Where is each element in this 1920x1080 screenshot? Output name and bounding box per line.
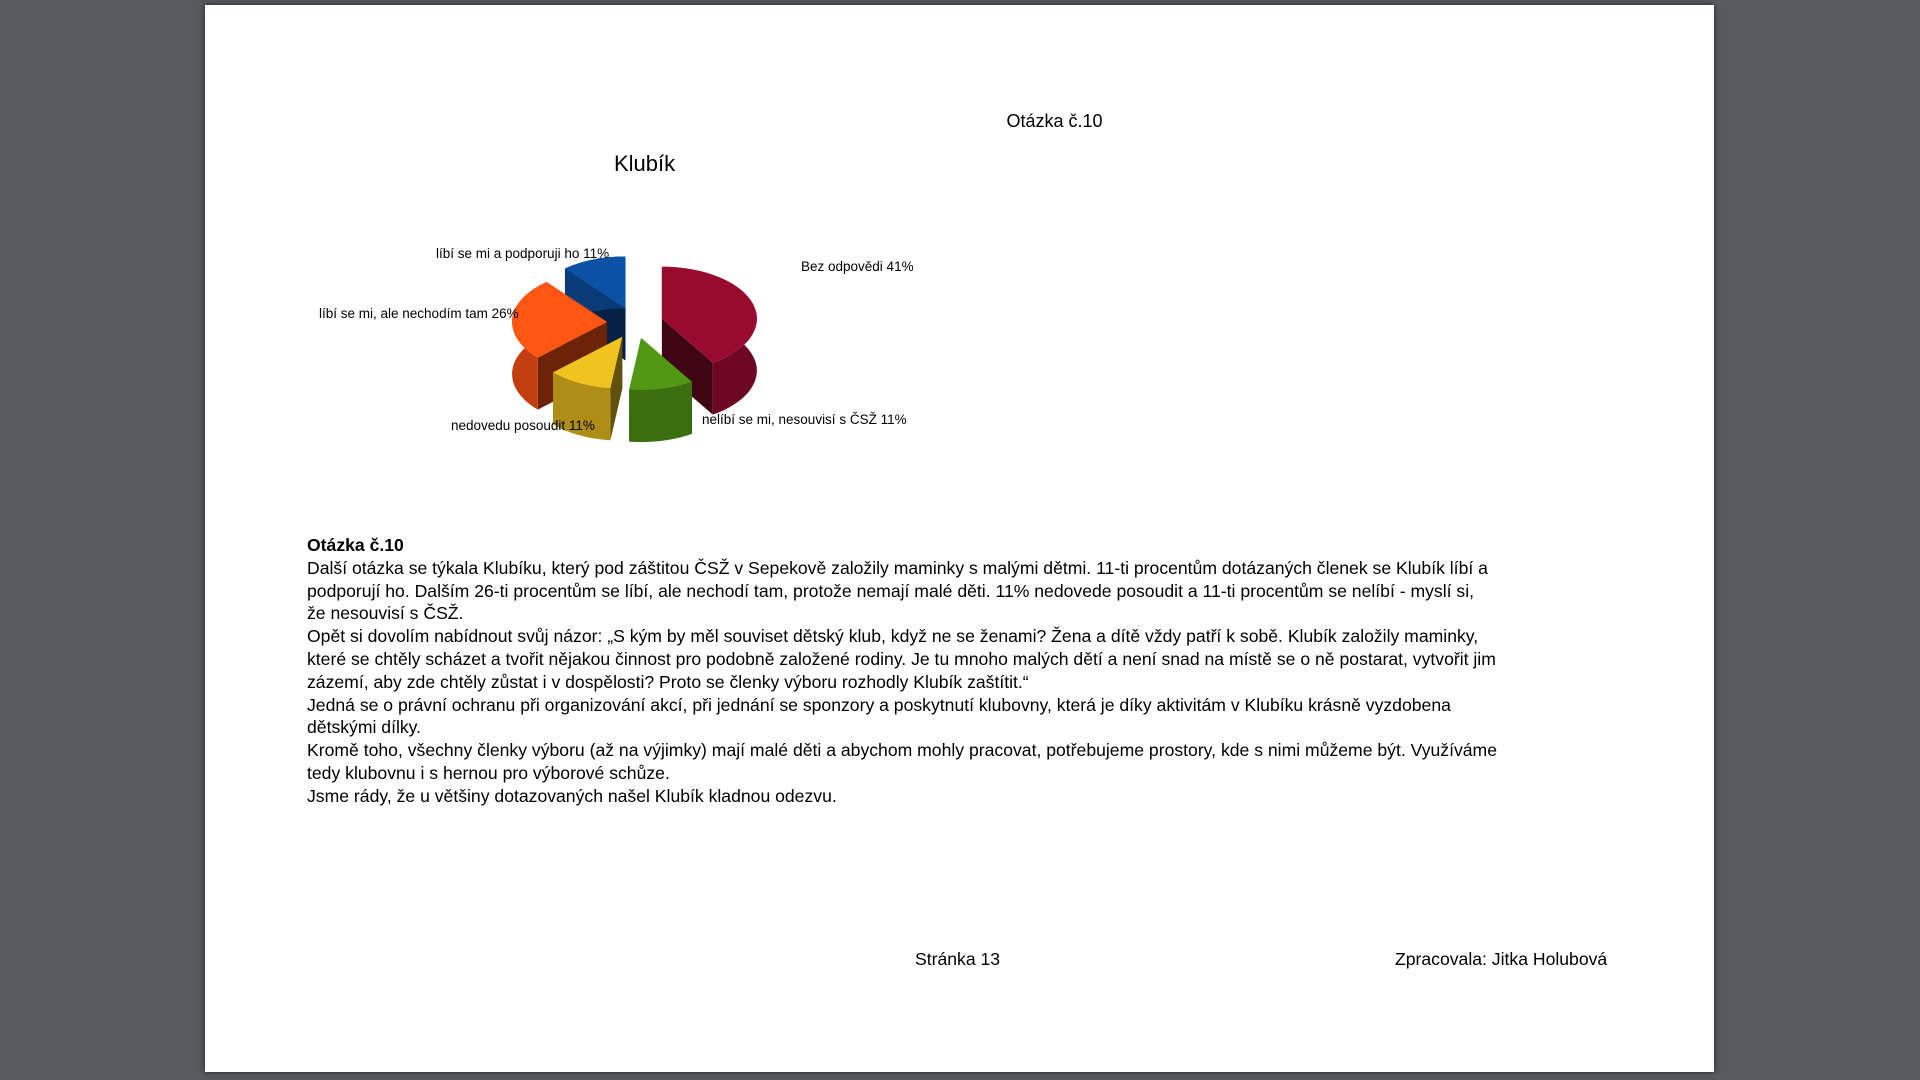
pie-slice-side [629,382,692,442]
body-text [307,534,1497,808]
paragraph: Opět si dovolím nabídnout svůj názor: „S kým by měl souviset dětský klub, když ne se ženami? Žena a dítě vždy patří k sobě. Klubík založily maminky, které se chtěly scházet a tvořit nějakou činnost pro podobně založené rodiny. Je tu mnoho malých dětí a není snad na místě se o ně postarat, vytvořit jim zázemí, aby zde chtěly zůstat i v dospělosti? Proto se členky výboru rozhodly Klubík zaštítit.“ [307,626,1496,692]
document-page [205,5,1714,1072]
slice-label-bez-odpovedi: Bez odpovědi 41% [801,259,914,274]
page-heading: Otázka č.10 [1006,111,1103,131]
chart-title: Klubík [614,151,676,176]
slice-label-nedovedu: nedovedu posoudit 11% [451,418,595,433]
paragraph: Jedná se o právní ochranu při organizování akcí, při jednání se sponzory a poskytnutí klubovny, která je díky aktivitám v Klubíku krásně vyzdobena dětskými dílky. [307,694,1451,738]
paragraph: Kromě toho, všechny členky výboru (až na výjimky) mají malé děti a abychom mohly pracovat, potřebujeme prostory, kde s nimi můžeme být. Využíváme tedy klubovnu i s hernou pro výborové schůze. [307,740,1497,783]
slice-label-libi-podporuji: líbí se mi a podporuji ho 11% [436,246,610,261]
footer-author: Zpracovala: Jitka Holubová [1395,949,1608,969]
text-heading: Otázka č.10 [307,535,404,555]
slice-label-libi-nechodim: líbí se mi, ale nechodím tam 26% [319,306,519,321]
pie-chart [205,5,905,465]
paragraph: Další otázka se týkala Klubíku, který pod záštitou ČSŽ v Sepekově založily maminky s malými dětmi. 11-ti procentům dotázaných členek se Klubík líbí a podporují ho. Dalším 26-ti procentům se líbí, ale nechodí tam, protože nemají malé děti. 11% nedovede posoudit a 11-ti procentům se nelíbí - myslí si, že nesouvisí s ČSŽ. [307,557,1488,624]
paragraph: Jsme rády, že u většiny dotazovaných našel Klubík kladnou odezvu. [307,785,837,806]
footer-page-number: Stránka 13 [915,949,1001,969]
slice-label-nelibi: nelíbí se mi, nesouvisí s ČSŽ 11% [702,412,907,427]
